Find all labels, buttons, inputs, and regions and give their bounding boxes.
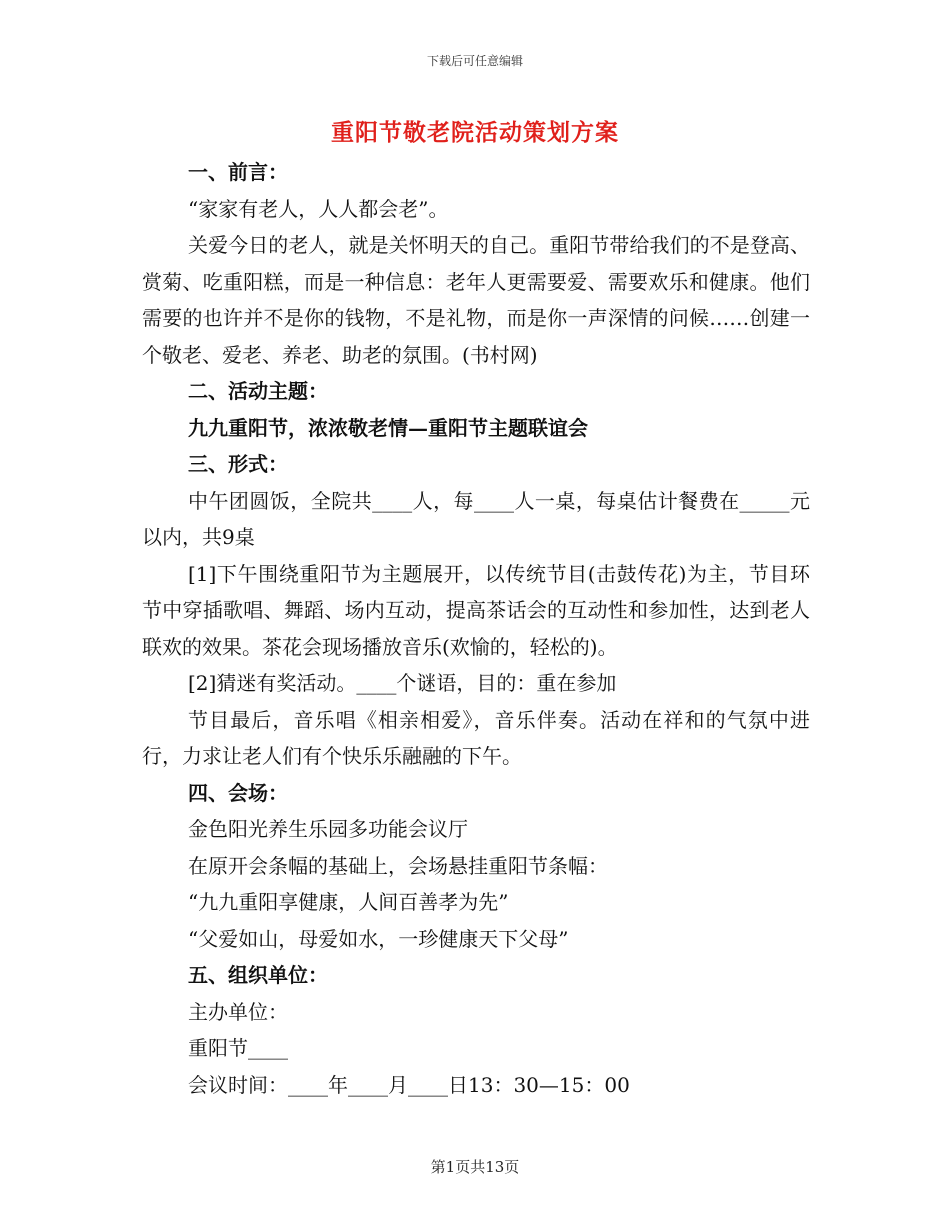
document-title: 重阳节敬老院活动策划方案 — [331, 119, 619, 146]
preface-paragraph: 关爱今日的老人，就是关怀明天的自己。重阳节带给我们的不是登高、赏菊、吃重阳糕，而是一种信息：老年人更需要爱、需要欢乐和健康。他们需要的也许并不是你的钱物，不是礼物，而是你一声深情的问候……创建一个敬老、爱老、养老、助老的氛围。(书村网) — [142, 233, 810, 367]
banner-text-2: “父爱如山，母爱如水，一珍健康天下父母” — [188, 926, 569, 951]
section-heading-preface: 一、前言： — [188, 160, 288, 184]
section-heading-format: 三、形式： — [188, 452, 288, 476]
meeting-time: 会议时间：____年____月____日13：30—15：00 — [188, 1072, 630, 1097]
section-heading-theme: 二、活动主题： — [188, 379, 328, 403]
host-value: 重阳节____ — [188, 1036, 288, 1060]
header-note: 下载后可任意编辑 — [426, 54, 523, 68]
section-heading-venue: 四、会场： — [188, 780, 288, 805]
preface-quote: “家家有老人，人人都会老”。 — [188, 196, 449, 221]
activity-theme: 九九重阳节，浓浓敬老情—重阳节主题联谊会 — [188, 415, 588, 440]
document-body — [142, 154, 810, 1103]
format-item-1: [1]下午围绕重阳节为主题展开，以传统节目(击鼓传花)为主，节目环节中穿插歌唱、舞蹈、场内互动，提高茶话会的互动性和参加性，达到老人联欢的效果。茶花会现场播放音乐(欢愉的，轻松的)。 — [142, 561, 810, 659]
section-heading-organizer: 五、组织单位： — [188, 963, 328, 987]
banner-text-1: “九九重阳享健康，人间百善孝为先” — [188, 890, 509, 914]
format-item-2: [2]猜迷有奖活动。____个谜语，目的：重在参加 — [188, 671, 617, 695]
venue-name: 金色阳光养生乐园多功能会议厅 — [188, 817, 468, 841]
page-footer: 第1页共13页 — [430, 1158, 520, 1176]
banner-intro: 在原开会条幅的基础上，会场悬挂重阳节条幅： — [188, 853, 608, 878]
format-lunch-paragraph: 中午团圆饭，全院共____人，每____人一桌，每桌估计餐费在_____元以内，共9桌 — [142, 488, 810, 549]
host-label: 主办单位： — [188, 999, 288, 1024]
format-ending-paragraph: 节目最后，音乐唱《相亲相爱》，音乐伴奏。活动在祥和的气氛中进行，力求让老人们有个快乐乐融融的下午。 — [142, 707, 810, 768]
